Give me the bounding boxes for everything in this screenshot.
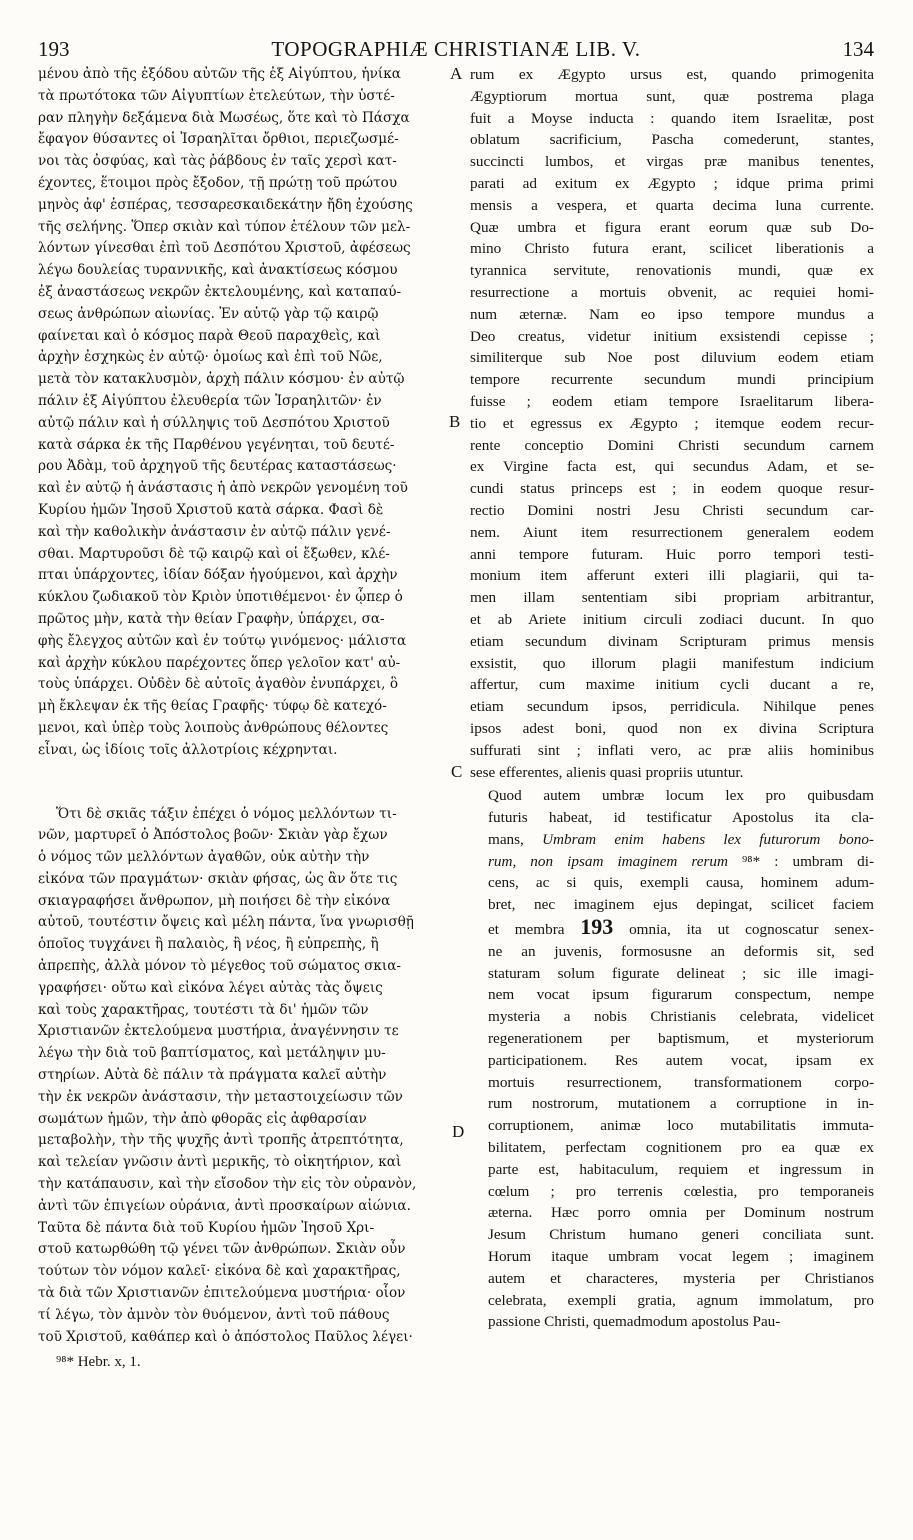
greek-line: καὶ τὴν καθολικὴν ἀνάστασιν ἐν αὐτῷ πάλιν γενέ- — [38, 523, 391, 540]
latin-line: oblatum sacrificium, Pascha comederunt, stantes, — [470, 131, 874, 149]
latin-line: regenerationem per baptismum, et mysteriorum — [488, 1030, 874, 1048]
greek-line: στηρίων. Αὐτὰ δὲ πάλιν τὰ πράγματα καλεῖ αὐτὴν — [38, 1067, 387, 1084]
greek-line: έχοντες, ἕτοιμοι πρὸς ἔξοδον, τῇ πρώτῃ τοῦ πρώτου — [38, 174, 398, 191]
greek-line: στοῦ κατωρθώθη τῷ γένει τῶν ἀνθρώπων. Σκιὰν οὖν — [38, 1241, 406, 1258]
latin-line: Jesum Christum humano generi conciliata sunt. — [488, 1226, 874, 1244]
greek-line: πάλιν ἐξ Αἰγύπτου ἐλευθερία τῶν Ἰσραηλιτῶν· ἐν — [38, 392, 382, 409]
latin-line: participationem. Res autem vocat, ipsam ex — [488, 1051, 874, 1069]
greek-line: τὰ διὰ τῶν Χριστιανῶν ἐπιτελούμενα μυστήρια· οἷον — [38, 1285, 406, 1302]
greek-column — [38, 64, 446, 1374]
latin-line: ne an juvenis, formosusne an deformis sit, sed — [488, 942, 874, 960]
running-title: TOPOGRAPHIÆ CHRISTIANÆ LIB. V. — [271, 37, 641, 61]
greek-line: τῆς σελήνης. Ὅπερ σκιὰν καὶ τύπον ἐτέλουν τῶν μελ- — [38, 218, 411, 235]
greek-line: τοὺς ὑπάρχει. Οὐδὲν δὲ αὐτοῖς ἀγαθὸν ἐνυπάρχει, ὃ — [38, 676, 399, 693]
greek-line: σωμάτων ἡμῶν, τὴν ἀπὸ φθορᾶς εἰς ἀφθαρσίαν — [38, 1110, 367, 1127]
latin-line: rum ex Ægypto ursus est, quando primogenita — [470, 66, 874, 83]
latin-line: cœlum ; pro terrenis cœlestia, pro temporaneis — [488, 1182, 874, 1200]
footnote: ⁹⁸* Hebr. x, 1. — [56, 1354, 141, 1371]
latin-line: fuit a Moyse inducta : quando item Israelitæ, post — [470, 109, 874, 127]
latin-line: nem vocat ipsum figurarum conspectum, nempe — [488, 986, 874, 1004]
folio-right: 134 — [842, 37, 874, 61]
latin-line: parati ad exitum ex Ægypto ; idque prima primi — [470, 174, 874, 192]
latin-line: mortuis resurrectionem, transformationem corpo- — [488, 1073, 874, 1091]
greek-line: φαίνεται καὶ ὁ κόσμος παρὰ Θεοῦ παραχθεὶς, καὶ — [38, 327, 381, 344]
latin-line: passione Christi, quemadmodum apostolus Pau- — [488, 1313, 781, 1331]
greek-paragraph-2 — [38, 804, 446, 1349]
greek-line: Ὅτι δὲ σκιᾶς τάξιν ἐπέχει ὁ νόμος μελλόντων τι- — [56, 805, 397, 822]
latin-line: fuisse ; eodem etiam tempore Israelitarum libera- — [470, 392, 874, 410]
greek-line: νῶν, μαρτυρεῖ ὁ Ἀπόστολος βοῶν· Σκιὰν γὰρ ἔχων — [38, 827, 388, 844]
latin-line: rente conceptio Domini Christi secundum carnem — [470, 436, 874, 454]
greek-line: ὁ νόμος τῶν μελλόντων ἀγαθῶν, οὐκ αὐτὴν τὴν — [38, 849, 370, 866]
greek-line: τοῦ Χριστοῦ, καθάπερ καὶ ὁ ἀπόστολος Παῦλος λέγει· — [38, 1328, 413, 1345]
greek-line: σεως ἀνθρώπων αἰωνίας. Ἐν αὐτῷ γὰρ τῷ καιρῷ — [38, 305, 379, 322]
latin-line: æterna. Hæc porro omnia per Dominum nostrum — [488, 1204, 874, 1222]
latin-line: mysteria a nobis Christianis celebrata, videlicet — [488, 1008, 874, 1026]
greek-line: ἀπρεπὴς, ἀλλὰ μόνον τὸ μέγεθος τοῦ σώματος σκια- — [38, 958, 402, 975]
greek-line: ἔφαγον θύσαντες οἱ Ἰσραηλῖται ὄρθιοι, περιεζωσμέ- — [38, 131, 399, 148]
greek-line: ὁποῖος τυγχάνει ἢ παλαιὸς, ἢ νέος, ἢ εὐπρεπὴς, ἢ — [38, 936, 379, 953]
greek-line: ρου Ἀδὰμ, τοῦ ἀρχηγοῦ τῆς δευτέρας καταστάσεως· — [38, 458, 397, 475]
latin-line: bilitatem, perfectam cognitionem pro ea quæ ex — [488, 1139, 874, 1157]
greek-line: καὶ τελείαν γνῶσιν ἀντὶ μερικῆς, τὸ οἰκητήριον, καὶ — [38, 1154, 402, 1171]
latin-line: cens, ac si quis, exempli causa, hominem adum- — [488, 874, 874, 892]
greek-line: τί λέγω, τὸν ἀμνὸν τὸν θυόμενον, ἀντὶ τοῦ πάθους — [38, 1306, 390, 1323]
latin-line: succincti lumbos, et virgas præ manibus tenentes, — [470, 153, 874, 171]
greek-line: λόντων γίνεσθαι ἐπὶ τοῦ Δεσπότου Χριστοῦ, ἀφέσεως — [38, 240, 411, 257]
latin-quote-line-2: rum, non ipsam imaginem rerum ⁹⁸* : umbram di- — [488, 852, 874, 870]
greek-line: φὴς ἔλεγχος αὐτῶν καὶ ἐν τούτῳ γινόμενος· μάλιστα — [38, 632, 407, 649]
latin-line: tyrannica servitute, renovationis mundi, quæ ex — [470, 262, 874, 280]
latin-line: suffurati sint ; inflati vero, ac præ aliis hominibus — [470, 741, 874, 759]
greek-line: μένου ἀπὸ τῆς ἐξόδου αὐτῶν τῆς ἐξ Αἰγύπτου, ἡνίκα — [38, 66, 401, 82]
greek-line: ραν πληγὴν δεξάμενα διὰ Μωσέως, ὅτε καὶ τὸ Πάσχα — [38, 109, 410, 126]
margin-letter-a: A — [450, 64, 463, 83]
latin-line: exsistit, quo illorum plagii manifestum indicium — [470, 654, 874, 672]
margin-letter-d: D — [452, 1122, 465, 1141]
greek-line: μενοι, καὶ ὑπὲρ τοὺς λοιποὺς ἀνθρώπους θέλοντες — [38, 719, 389, 736]
latin-line: cundi status princeps est ; in eodem quoque resur- — [470, 480, 874, 498]
latin-line: ipsos adest boni, quod non ex divina Scriptura — [470, 719, 874, 737]
greek-line: ἐξ ἀναστάσεως νεκρῶν ἐκτελουμένης, καὶ καταπαύ- — [38, 283, 402, 300]
folio-left: 193 — [38, 37, 70, 61]
latin-line: sese efferentes, alienis quasi propriis utuntur. — [470, 763, 744, 781]
latin-line: rectio Domini nostri Jesu Christi secundum car- — [470, 501, 874, 519]
greek-line: σθαι. Μαρτυροῦσι δὲ τῷ καιρῷ καὶ οἱ ἔξωθεν, κλέ- — [38, 545, 390, 562]
greek-line: καὶ τοὺς χαρακτῆρας, τουτέστι τὰ δι' ἡμῶν τῶν — [38, 1001, 369, 1018]
greek-line: Χριστιανῶν ἐκτελούμενα μυστήρια, ἀναγέννησιν τε — [38, 1023, 399, 1040]
latin-line: celebrata, exempli gratia, agnum immolatum, pro — [488, 1291, 874, 1309]
greek-line: ἀντὶ τῶν ἐπιγείων οὐράνια, ἀντὶ προσκαίρων αἰώνια. — [38, 1197, 411, 1214]
greek-line: μὴ ἔκλεψαν ἐκ τῆς θείας Γραφῆς· τύφῳ δὲ κατεχό- — [38, 698, 387, 715]
latin-line: corruptionem, animæ loco mutabilitatis immuta- — [488, 1117, 874, 1135]
greek-line: τὰ πρωτότοκα τῶν Αἰγυπτίων ἐτελεύτων, τὴν ὑστέ- — [38, 87, 395, 104]
greek-line: εἰκόνα τῶν πραγμάτων· σκιὰν φήσας, ὡς ἂν ὅτε τις — [38, 870, 398, 887]
latin-line: staturam solum figurate delineat ; sic ille imagi- — [488, 964, 874, 982]
latin-line: etiam secundum divinam Scripturam primus mensis — [470, 632, 874, 650]
greek-line: τὴν κατάπαυσιν, καὶ τὴν εἴσοδον τὴν εἰς τὸν οὐρανὸν, — [38, 1176, 417, 1193]
latin-line: mensis a vespera, et quarta decima luna currente. — [470, 196, 874, 214]
latin-line: nem. Aiunt item resurrectionem generalem eodem — [470, 523, 874, 541]
latin-line: ex Virgine facta est, qui secundus Adam, et se- — [470, 458, 874, 476]
latin-pagenum-line: et membra 193 omnia, ita ut cognoscatur senex- — [488, 916, 874, 940]
greek-line: πρῶτος μὴν, κατὰ τὴν θείαν Γραφὴν, ὑπάρχει, σα- — [38, 610, 385, 627]
latin-line: affertur, cum maxime initium cycli ducant a re, — [470, 676, 874, 694]
latin-paragraph-1 — [470, 64, 874, 783]
inline-page-number: 193 — [580, 916, 614, 940]
latin-line: resurrectione a mortuis obvenit, ac requiei homi- — [470, 283, 874, 301]
greek-line: νοι τὰς ὀσφύας, καὶ τὰς ῥάβδους ἐν ταῖς χερσὶ κατ- — [38, 153, 397, 170]
latin-line: tempore recurrente secundum mundi principium — [470, 371, 874, 389]
latin-line: et ab Ariete initium circuli zodiaci ducunt. In quo — [470, 610, 874, 628]
latin-line: Quæ umbra et figura erant eorum quæ sub Do- — [470, 218, 874, 236]
greek-line: ἀρχὴν ἐσχηκὼς ἐν αὐτῷ· ὁμοίως καὶ ἐπὶ τοῦ Νῶε, — [38, 349, 383, 366]
margin-letter-b: B — [449, 412, 461, 431]
latin-line: men illam sententiam sibi propriam arbitrantur, — [470, 589, 874, 607]
greek-line: σκιαγραφήσει ἄνθρωπον, μὴ ποιήσει δὲ τὴν εἰκόνα — [38, 892, 391, 909]
latin-line: autem et characteres, mysteria per Christianos — [488, 1269, 874, 1287]
greek-line: καὶ ἀρχὴν κύκλου παρέχοντες ὅπερ γελοῖον κατ' αὐ- — [38, 654, 401, 671]
latin-line: parte est, habitaculum, requiem et ingressum in — [488, 1160, 874, 1178]
latin-line: mino Christo futura erant, scilicet liberationis a — [470, 240, 874, 258]
latin-line: anni tempore futuram. Huic porro tempori testi- — [470, 545, 874, 563]
greek-line: κατὰ σάρκα ἐκ τῆς Παρθένου γεγένηται, τοῦ δευτέ- — [38, 436, 395, 453]
greek-paragraph-1 — [38, 64, 446, 762]
latin-line: futuris habeat, id testificatur Apostolus ita cla- — [488, 809, 874, 827]
latin-line: num æternæ. Nam eo ipso tempore mundus a — [470, 305, 874, 323]
greek-line: αὐτῷ πάλιν καὶ ἡ σύλληψις τοῦ Δεσπότου Χριστοῦ — [38, 414, 390, 431]
latin-line: rum nostrorum, mutationem a corruptione in in- — [488, 1095, 874, 1113]
latin-line: etiam secundum ipsos, perridicula. Nihilque penes — [470, 698, 874, 716]
greek-line: τὴν ἐκ νεκρῶν ἀνάστασιν, τὴν μεταστοιχείωσιν τῶν — [38, 1088, 403, 1105]
latin-quote-line-1: mans, Umbram enim habens lex futurorum bono- — [488, 830, 874, 848]
latin-line: tio et egressus ex Ægypto ; itemque eodem recur- — [470, 414, 874, 432]
greek-line: εἶναι, ὡς ἰδίοις τοῖς ἀλλοτρίοις κέχρηνται. — [38, 741, 338, 758]
latin-line: Deo creatus, videtur initium exsistendi cepisse ; — [470, 327, 874, 345]
greek-line: μετὰ τὸν κατακλυσμὸν, ἀρχὴ πάλιν κόσμου· ἐν αὐτῷ — [38, 371, 405, 388]
margin-letter-c: C — [451, 762, 463, 781]
greek-line: κύκλου ζωδιακοῦ τὸν Κριὸν ὑποτιθέμενοι· ἐν ᾧπερ ὁ — [38, 589, 403, 606]
greek-line: λέγω τὴν διὰ τοῦ βαπτίσματος, καὶ μετάληψιν μυ- — [38, 1045, 386, 1062]
greek-line: αὐτοῦ, τουτέστιν ὄψεις καὶ μέλη πάντα, ἵνα γνωρισθῇ — [38, 914, 414, 931]
greek-line: γραφήσει· οὕτω καὶ εἰκόνα λέγει αὐτὰς τὰς ὄψεις — [38, 979, 383, 996]
greek-line: πται ὑπάρχοντες, ἰδίαν δόξαν ἡγούμενοι, καὶ ἀρχὴν — [38, 567, 398, 584]
greek-line: λέγω δουλείας τυραννικῆς, καὶ ἀνακτίσεως κόσμου — [38, 262, 398, 279]
page-header — [38, 34, 874, 64]
latin-line: Quod autem umbræ locum lex pro quibusdam — [488, 787, 874, 805]
latin-line: bret, nec imaginem ejus depingat, scilicet faciem — [488, 896, 874, 914]
latin-column — [470, 64, 874, 1333]
latin-paragraph-2 — [470, 785, 874, 1333]
latin-line: similiterque sub Noe post diluvium eodem etiam — [470, 349, 874, 367]
latin-line: Horum itaque umbram vocat legem ; imaginem — [488, 1248, 874, 1266]
greek-line: Ταῦτα δὲ πάντα διὰ τοῦ Κυρίου ἡμῶν Ἰησοῦ Χρι- — [38, 1219, 375, 1236]
greek-line: τούτων τὸν νόμον καλεῖ· εἰκόνα δὲ καὶ χαρακτῆρας, — [38, 1263, 401, 1280]
greek-line: Κυρίου ἡμῶν Ἰησοῦ Χριστοῦ κατὰ σάρκα. Φασὶ δὲ — [38, 501, 384, 518]
greek-line: μηνὸς ἀφ' ἑσπέρας, τεσσαρεσκαιδεκάτην ἤδη ἐχούσης — [38, 196, 413, 213]
latin-line: Ægyptiorum mortua sunt, quæ postrema plaga — [470, 87, 874, 105]
greek-line: μεταβολὴν, τὴν τῆς ψυχῆς ἀντὶ τροπῆς ἀτρεπτότητα, — [38, 1132, 404, 1149]
latin-line: monium item afferunt exteri illi plagiarii, qui ta- — [470, 567, 874, 585]
greek-line: καὶ ἐν αὐτῷ ἡ ἀνάστασις ἡ ἀπὸ νεκρῶν γενομένη τοῦ — [38, 480, 408, 497]
